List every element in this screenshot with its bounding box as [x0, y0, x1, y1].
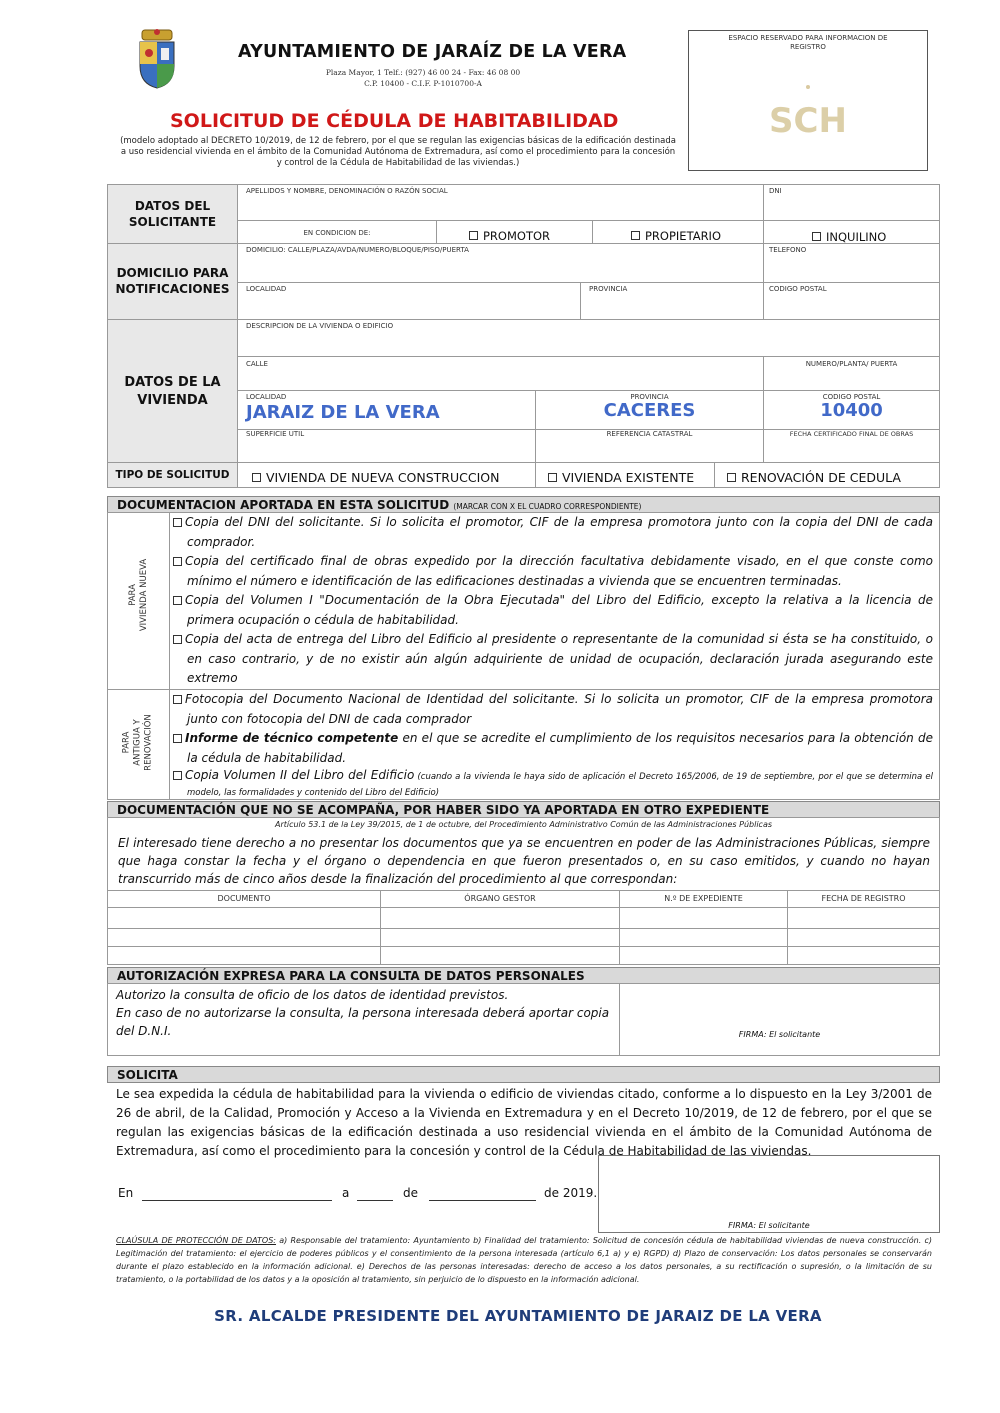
- registry-box: [688, 30, 928, 171]
- tipo-section-cell: [107, 462, 238, 488]
- propietario-checkbox[interactable]: [631, 231, 640, 240]
- solicitante-section-cell: [107, 184, 238, 244]
- day-label: a: [342, 1186, 350, 1200]
- applicant-name-label: APELLIDOS Y NOMBRE, DENOMINACIÓN O RAZÓN SOCIAL: [246, 187, 448, 195]
- old-doc-item-3[interactable]: [173, 768, 933, 800]
- tipo-new-label: VIVIENDA DE NUEVA CONSTRUCCION: [266, 470, 500, 485]
- dwelling-number-field[interactable]: [763, 356, 940, 391]
- old-doc-text-1: Fotocopia del Documento Nacional de Identidad del solicitante. Si lo solicita un promotor, CIF de la empresa promotora junto con fotocopia del DNI de cada comprador: [185, 692, 933, 726]
- old-doc-list: [173, 690, 933, 800]
- new-doc-item-4[interactable]: [173, 630, 933, 689]
- dwelling-cadastral-field[interactable]: [535, 429, 764, 463]
- new-doc-item-3[interactable]: [173, 591, 933, 630]
- old-doc-text-2-bold: Informe de técnico competente: [185, 731, 399, 745]
- no-acompana-header: DOCUMENTACIÓN QUE NO SE ACOMPAÑA, POR HABER SIDO YA APORTADA EN OTRO EXPEDIENTE: [107, 801, 940, 818]
- dwelling-description-field[interactable]: [237, 319, 940, 357]
- phone-field[interactable]: [763, 243, 940, 283]
- tipo-existing-label: VIVIENDA EXISTENTE: [562, 470, 695, 485]
- dwelling-surface-label: SUPERFICIE UTIL: [246, 430, 305, 438]
- notif-postal-field[interactable]: [763, 282, 940, 320]
- inquilino-label: INQUILINO: [826, 230, 887, 244]
- autorizacion-line-1: Autorizo la consulta de oficio de los datos de identidad previstos.: [116, 988, 509, 1002]
- dwelling-cadastral-label: REFERENCIA CATASTRAL: [606, 430, 693, 438]
- promotor-option[interactable]: [436, 220, 593, 244]
- new-doc-checkbox-3[interactable]: [173, 596, 182, 605]
- vivienda-section-cell: [107, 319, 238, 463]
- dwelling-street-field[interactable]: [237, 356, 764, 391]
- month-label: de: [403, 1186, 418, 1200]
- data-protection-clause: [116, 1234, 932, 1286]
- dwelling-postal-field[interactable]: [763, 390, 940, 430]
- documentacion-header-title: DOCUMENTACION APORTADA EN ESTA SOLICITUD: [117, 498, 450, 512]
- solicita-header: SOLICITA: [107, 1066, 940, 1083]
- tipo-new-option[interactable]: [237, 462, 536, 488]
- old-dwelling-side-label: [122, 693, 155, 793]
- old-doc-checkbox-2[interactable]: [173, 734, 182, 743]
- solicita-text: Le sea expedida la cédula de habitabilidad para la vivienda o edificio de viviendas citado, conforme a lo dispuesto en la Ley 3/2001 de 26 de abril, de la Calidad, Promoción y Acceso a la Vivienda en Extremadura y en el Decreto 10/2019, de 12 de febrero, por el que se regulan las exigencias básicas de la edificación destinada a uso residencial vivienda en el ámbito de la Comunidad Autónoma de Extremadura, así como el procedimiento para la concesión y control de la Cédula de Habitabilidad de las viviendas.: [116, 1087, 932, 1158]
- autorizacion-firma: FIRMA: El solicitante: [738, 1030, 821, 1039]
- inquilino-checkbox[interactable]: [812, 232, 821, 241]
- tipo-renewal-checkbox[interactable]: [727, 473, 736, 482]
- documentacion-header-note: (MARCAR CON X EL CUADRO CORRESPONDIENTE): [453, 502, 642, 511]
- applicant-name-field[interactable]: [237, 184, 764, 221]
- dwelling-description-label: DESCRIPCION DE LA VIVIENDA O EDIFICIO: [246, 322, 394, 330]
- dwelling-province-value: CACERES: [603, 400, 696, 421]
- domicilio-section-cell: [107, 243, 238, 320]
- org-address-line-2: C.P. 10400 - C.I.F. P-1010700-A: [364, 79, 482, 88]
- condition-cell: [237, 220, 437, 244]
- data-protection-title: CLAÚSULA DE PROTECCIÓN DE DATOS:: [116, 1236, 277, 1245]
- propietario-option[interactable]: [592, 220, 764, 244]
- new-doc-checkbox-1[interactable]: [173, 518, 182, 527]
- dwelling-locality-value: JARAIZ DE LA VERA: [246, 402, 440, 423]
- month-input[interactable]: [429, 1200, 536, 1201]
- new-doc-text-3: Copia del Volumen I "Documentación de la Obra Ejecutada" del Libro del Edificio, excepto la relativa a la licencia de primera ocupación o cédula de habitabilidad.: [185, 593, 933, 627]
- table-row[interactable]: [107, 928, 940, 929]
- new-dwelling-side-label: [128, 535, 150, 655]
- day-input[interactable]: [357, 1200, 393, 1201]
- col-header-organ: ÓRGANO GESTOR: [464, 894, 536, 903]
- no-acompana-text: El interesado tiene derecho a no presentar los documentos que ya se encuentren en poder de las Administraciones Públicas, siempre que haga constar la fecha y el órgano o dependencia en que fueron presentados o, en su caso emitidos, y cuando no hayan transcurrido más de cinco años desde la finalización del procedimiento al que correspondan:: [118, 836, 930, 886]
- dwelling-locality-label: LOCALIDAD: [246, 393, 287, 401]
- autorizacion-text-cell: [107, 983, 620, 1056]
- propietario-label: PROPIETARIO: [645, 229, 722, 243]
- new-doc-text-1: Copia del DNI del solicitante. Si lo solicita el promotor, CIF de la empresa promotora junto con la copia del DNI de cada comprador.: [185, 515, 933, 549]
- tipo-new-checkbox[interactable]: [252, 473, 261, 482]
- col-header-expedient: N.º DE EXPEDIENTE: [664, 894, 743, 903]
- applicant-dni-label: DNI: [769, 187, 782, 195]
- phone-label: TELEFONO: [769, 246, 807, 254]
- org-name: AYUNTAMIENTO DE JARAÍZ DE LA VERA: [238, 42, 627, 62]
- old-side-label-1: PARA: [121, 731, 132, 754]
- form-title: SOLICITUD DE CÉDULA DE HABITABILIDAD: [170, 110, 619, 132]
- old-side-label-2: ANTIGUA Y: [132, 719, 143, 766]
- tipo-renewal-option[interactable]: [714, 462, 940, 488]
- dwelling-street-label: CALLE: [246, 360, 268, 368]
- old-doc-text-2: en el que se acredite el cumplimiento de los requisitos necesarios para la obtención de la cédula de habitabilidad.: [187, 731, 933, 765]
- new-doc-checkbox-2[interactable]: [173, 557, 182, 566]
- place-input[interactable]: [142, 1200, 332, 1201]
- old-doc-text-3: Copia Volumen II del Libro del Edificio: [185, 768, 415, 782]
- dwelling-province-field[interactable]: [535, 390, 764, 430]
- dwelling-number-label: NUMERO/PLANTA/ PUERTA: [805, 360, 898, 368]
- old-doc-item-1[interactable]: [173, 690, 933, 729]
- year-label: de 2019.: [544, 1186, 598, 1200]
- notif-postal-label: CODIGO POSTAL: [769, 285, 827, 293]
- promotor-checkbox[interactable]: [469, 231, 478, 240]
- address-field[interactable]: [237, 243, 764, 283]
- notif-province-label: PROVINCIA: [589, 285, 628, 293]
- new-doc-item-1[interactable]: [173, 513, 933, 552]
- old-doc-checkbox-1[interactable]: [173, 695, 182, 704]
- dwelling-cert-date-field[interactable]: [763, 429, 940, 463]
- notif-province-field[interactable]: [580, 282, 764, 320]
- data-protection-text: a) Responsable del tratamiento: Ayuntamiento b) Finalidad del tratamiento: Solicitud de concesión cédula de habitabilidad viviendas de nueva construcción. c) Legitimación del tratamiento: el ejercicio de poderes públicos y el consentimiento de la persona interesada (artículo 6,1 a) y e) RGPD) d) Plazo de conservación: Los datos personales se conservarán durante el plazo establecido en la información adicional. e) Derechos de las personas interesadas: derecho de acceso a los datos personales, a su rectificación o supresión, o la limitación de su tratamiento, o la portabilidad de los datos y a la oposición al tratamiento, sin perjuicio de lo dispuesto en la información adicional.: [116, 1236, 933, 1284]
- old-side-label-3: RENOVACIÓN: [143, 714, 154, 771]
- notif-locality-label: LOCALIDAD: [246, 285, 287, 293]
- new-doc-checkbox-4[interactable]: [173, 635, 182, 644]
- dwelling-postal-label: CODIGO POSTAL: [822, 393, 881, 401]
- new-doc-item-2[interactable]: [173, 552, 933, 591]
- new-doc-text-4: Copia del acta de entrega del Libro del Edificio al presidente o representante de la comunidad si ésta se ha constituido, o en caso contrario, y de no existir aún algún adquiriente de unidad de ocupación, declaración jurada asegurando este extremo: [185, 632, 933, 685]
- col-header-date: FECHA DE REGISTRO: [821, 894, 906, 903]
- registry-dot: [806, 85, 810, 89]
- coat-of-arms-icon: [134, 28, 180, 90]
- old-doc-checkbox-3[interactable]: [173, 771, 182, 780]
- autorizacion-header: AUTORIZACIÓN EXPRESA PARA LA CONSULTA DE DATOS PERSONALES: [107, 967, 940, 984]
- registry-code: SCH: [769, 101, 847, 141]
- autorizacion-line-2: En caso de no autorizarse la consulta, la persona interesada deberá aportar copia del D.N.I.: [116, 1006, 610, 1038]
- solicita-firma: FIRMA: El solicitante: [728, 1221, 810, 1230]
- autorizacion-signature-field[interactable]: [619, 983, 940, 1056]
- solicitante-section-label: DATOS DEL SOLICITANTE: [128, 199, 217, 229]
- addressee-footer: SR. ALCALDE PRESIDENTE DEL AYUNTAMIENTO DE JARAIZ DE LA VERA: [214, 1307, 822, 1325]
- condition-label: EN CONDICION DE:: [303, 229, 371, 237]
- domicilio-section-label: DOMICILIO PARA NOTIFICACIONES: [115, 266, 230, 296]
- tipo-existing-checkbox[interactable]: [548, 473, 557, 482]
- promotor-label: PROMOTOR: [483, 229, 551, 243]
- dwelling-province-label: PROVINCIA: [630, 393, 669, 401]
- tipo-section-label: TIPO DE SOLICITUD: [115, 469, 230, 481]
- new-doc-text-2: Copia del certificado final de obras expedido por la dirección facultativa debidamente visado, en el que conste como mínimo el número e identificación de las edificaciones destinadas a vivienda que se encuentren terminadas.: [185, 554, 933, 588]
- col-header-document: DOCUMENTO: [217, 894, 271, 903]
- address-label: DOMICILIO: CALLE/PLAZA/AVDA/NUMERO/BLOQUE/PISO/PUERTA: [246, 246, 469, 254]
- applicant-dni-field[interactable]: [763, 184, 940, 221]
- old-doc-item-2[interactable]: [173, 729, 933, 768]
- dwelling-locality-field[interactable]: [237, 390, 536, 430]
- registry-box-label: ESPACIO RESERVADO PARA INFORMACION DE REGISTRO: [728, 34, 888, 51]
- dwelling-surface-field[interactable]: [237, 429, 536, 463]
- documentacion-header: [107, 496, 940, 513]
- tipo-existing-option[interactable]: [535, 462, 715, 488]
- inquilino-option[interactable]: [763, 220, 940, 244]
- table-row[interactable]: [107, 946, 940, 947]
- new-side-label-2: VIVIENDA NUEVA: [139, 558, 149, 632]
- tipo-renewal-label: RENOVACIÓN DE CEDULA: [741, 470, 901, 485]
- notif-locality-field[interactable]: [237, 282, 581, 320]
- old-doc-text-3-note: (cuando a la vivienda le haya sido de aplicación el Decreto 165/2006, de 19 de septiembre, por el que se determina el modelo, las formalidades y contenido del Libro del Edificio): [187, 772, 933, 798]
- vivienda-section-label: DATOS DE LA VIVIENDA: [124, 375, 221, 408]
- org-address-line-1: Plaza Mayor, 1 Telf.: (927) 46 00 24 - Fax: 46 08 00: [325, 68, 521, 77]
- dwelling-cert-date-label: FECHA CERTIFICADO FINAL DE OBRAS: [789, 430, 914, 438]
- new-side-label-1: PARA: [128, 584, 138, 606]
- form-subtitle: (modelo adoptado al DECRETO 10/2019, de 12 de febrero, por el que se regulan las exigencias básicas de la edificación destinada a uso residencial vivienda en el ámbito de la Comunidad Autónoma de Extremadura, así como el procedimiento para la concesión y control de la Cédula de Habitabilidad de las viviendas.): [120, 136, 676, 168]
- no-acompana-law-ref: Artículo 53.1 de la Ley 39/2015, de 1 de octubre, del Procedimiento Administrativo Común de las Administraciones Públicas: [274, 820, 773, 829]
- new-doc-list: [173, 513, 933, 689]
- place-label: En: [118, 1186, 134, 1200]
- solicita-signature-field[interactable]: [598, 1155, 940, 1233]
- dwelling-postal-value: 10400: [820, 400, 883, 421]
